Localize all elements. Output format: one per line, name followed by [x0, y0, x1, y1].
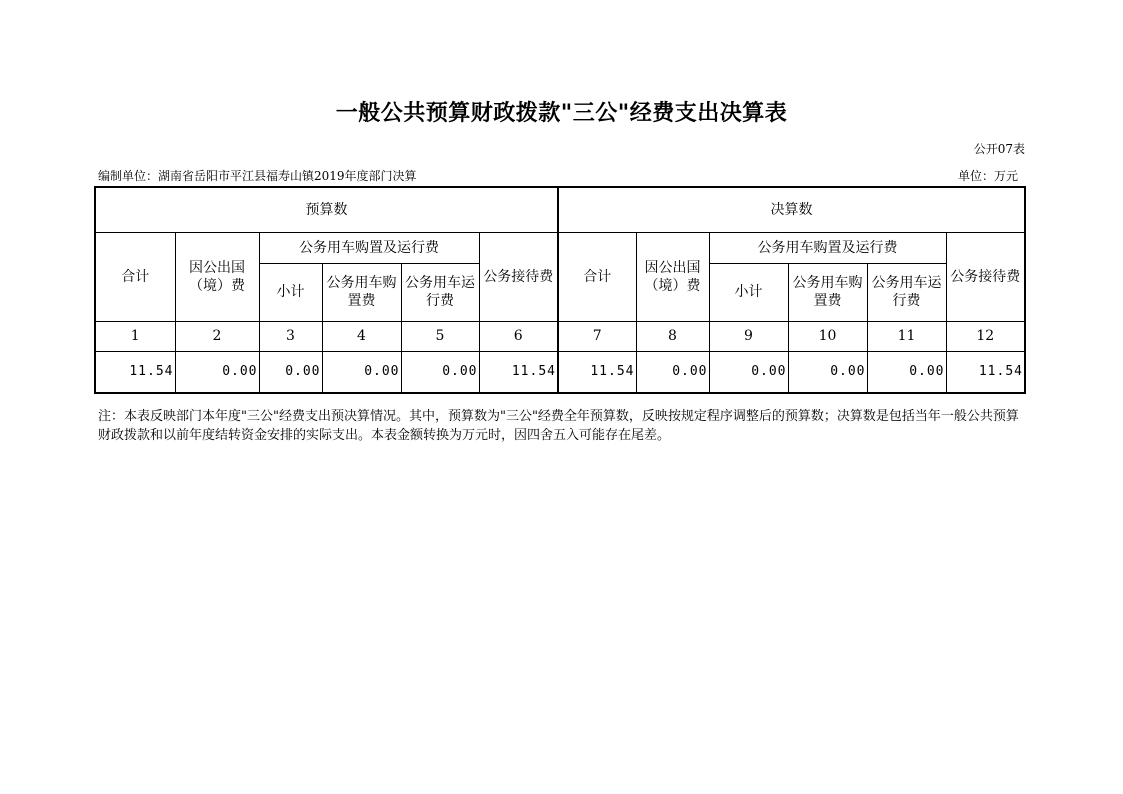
value-cell: 0.00: [175, 351, 259, 393]
value-cell: 0.00: [401, 351, 479, 393]
col-number: 9: [709, 321, 788, 351]
org-label: 编制单位：湖南省岳阳市平江县福寿山镇2019年度部门决算: [98, 169, 417, 183]
budget-group-header: 预算数: [95, 187, 558, 232]
value-cell: 11.54: [946, 351, 1025, 393]
unit-label: 单位：万元: [957, 169, 1018, 183]
value-cell: 11.54: [479, 351, 558, 393]
budget-subtotal-header: 小计: [259, 263, 322, 321]
final-total-header: 合计: [558, 232, 636, 321]
page-title: 一般公共预算财政拨款"三公"经费支出决算表: [335, 100, 788, 126]
final-vehicle-purchase-header: 公务用车购置费: [788, 263, 867, 321]
budget-vehicle-operation-header: 公务用车运行费: [401, 263, 479, 321]
budget-total-header: 合计: [95, 232, 175, 321]
budget-vehicle-group-header: 公务用车购置及运行费: [259, 232, 479, 263]
three-public-expenses-table: [94, 186, 1026, 394]
col-number: 6: [479, 321, 558, 351]
final-subtotal-header: 小计: [709, 263, 788, 321]
col-number: 4: [322, 321, 401, 351]
form-code: 公开07表: [973, 142, 1025, 156]
footnote: 注：本表反映部门本年度"三公"经费支出预决算情况。其中，预算数为"三公"经费全年预算数，反映按规定程序调整后的预算数；决算数是包括当年一般公共预算财政拨款和以前年度结转资金安排的实际支出。本表金额转换为万元时，因四舍五入可能存在尾差。: [98, 409, 1019, 443]
value-cell: 0.00: [636, 351, 709, 393]
final-vehicle-operation-header: 公务用车运行费: [867, 263, 946, 321]
value-cell: 0.00: [259, 351, 322, 393]
col-number: 11: [867, 321, 946, 351]
budget-abroad-header: 因公出国（境）费: [175, 232, 259, 321]
col-number: 3: [259, 321, 322, 351]
budget-reception-header: 公务接待费: [479, 232, 558, 321]
col-number: 12: [946, 321, 1025, 351]
col-number: 10: [788, 321, 867, 351]
value-cell: 0.00: [867, 351, 946, 393]
final-abroad-header: 因公出国（境）费: [636, 232, 709, 321]
value-cell: 11.54: [558, 351, 636, 393]
value-cell: 0.00: [788, 351, 867, 393]
final-vehicle-group-header: 公务用车购置及运行费: [709, 232, 946, 263]
final-reception-header: 公务接待费: [946, 232, 1025, 321]
final-group-header: 决算数: [558, 187, 1025, 232]
value-cell: 0.00: [322, 351, 401, 393]
value-cell: 0.00: [709, 351, 788, 393]
value-cell: 11.54: [95, 351, 175, 393]
col-number: 5: [401, 321, 479, 351]
col-number: 8: [636, 321, 709, 351]
col-number: 7: [558, 321, 636, 351]
col-number: 1: [95, 321, 175, 351]
col-number: 2: [175, 321, 259, 351]
budget-vehicle-purchase-header: 公务用车购置费: [322, 263, 401, 321]
